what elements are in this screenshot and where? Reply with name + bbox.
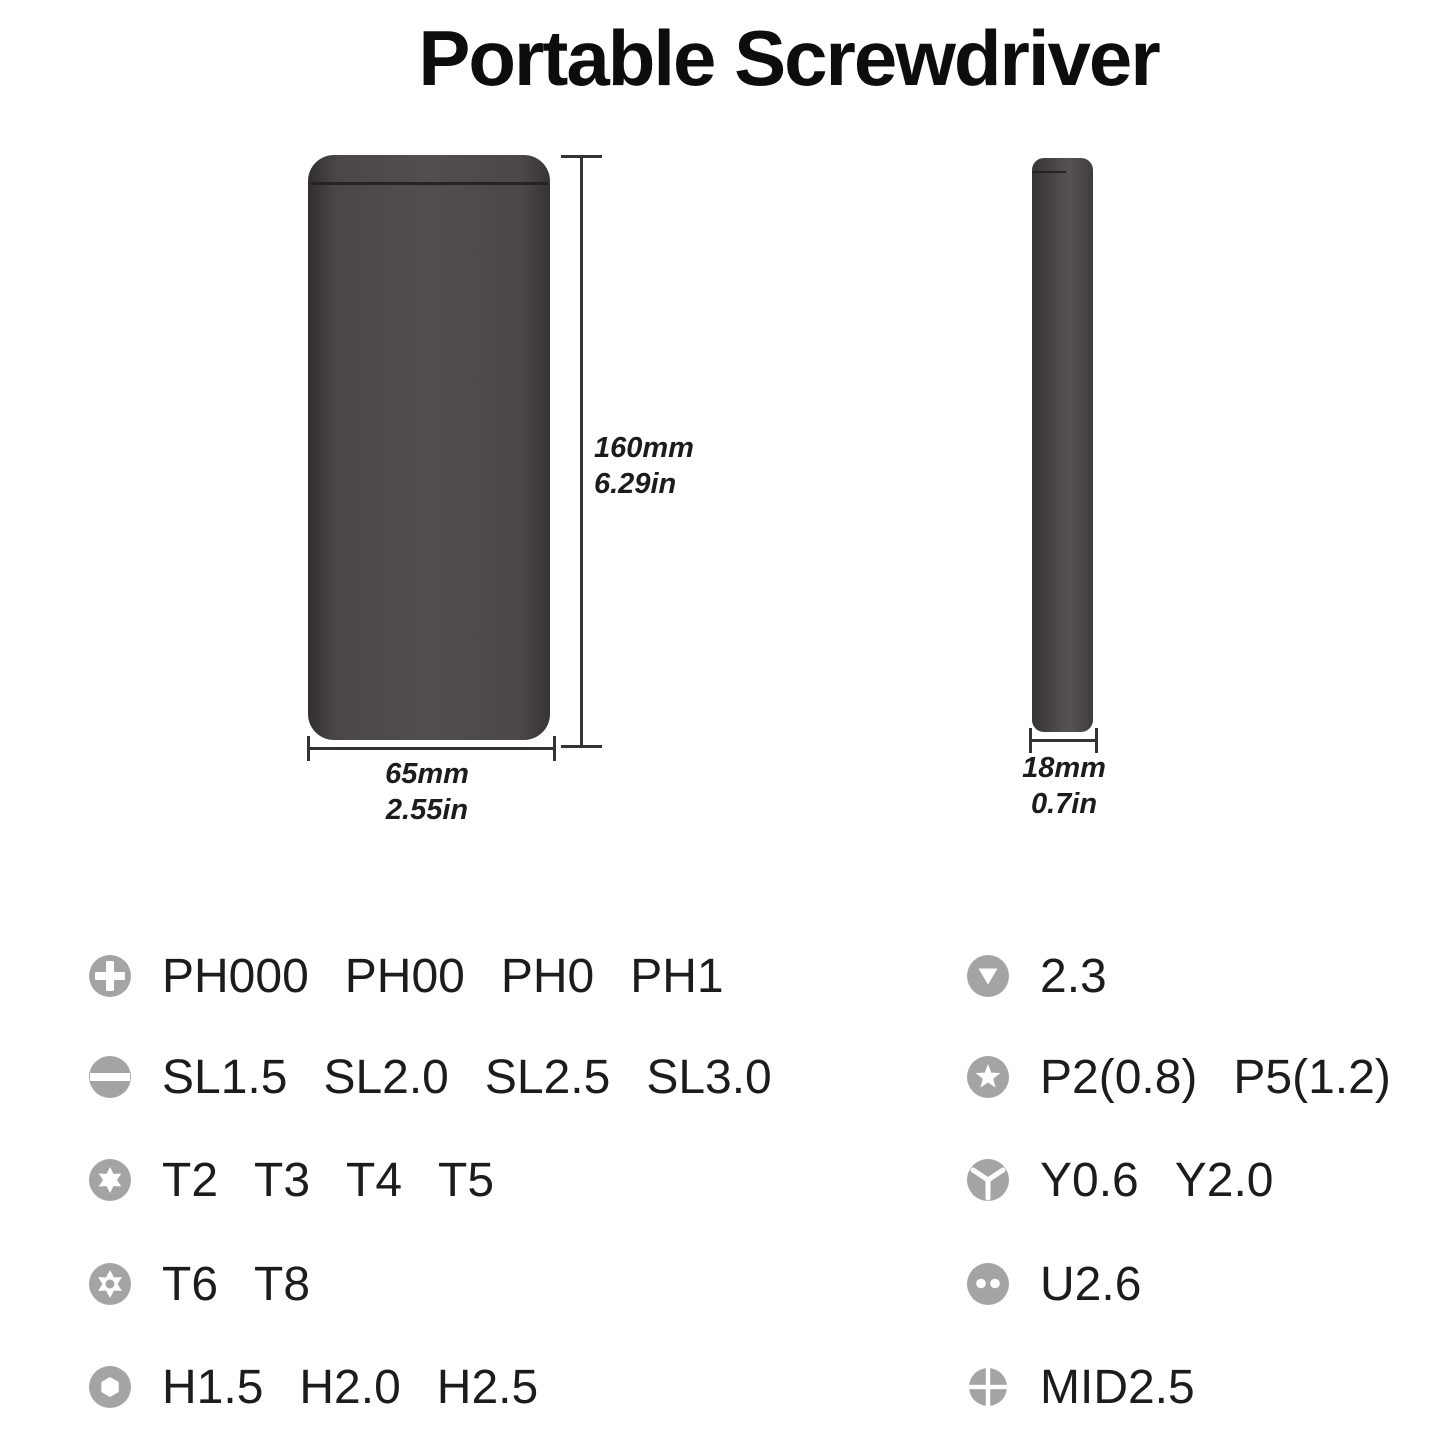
bit-size-label: H1.5 — [162, 1360, 264, 1414]
front-width-dimension-label — [347, 756, 507, 828]
bit-size-label: Y0.6 — [1040, 1153, 1139, 1207]
bit-row-slotted — [88, 1047, 772, 1107]
bit-row-triangle — [966, 946, 1107, 1006]
pentalobe-icon — [966, 1055, 1010, 1099]
height-dimension-cap-top — [561, 155, 602, 158]
bit-size-label: Y2.0 — [1174, 1153, 1274, 1207]
bit-values — [1040, 1257, 1141, 1312]
bit-row-mid — [966, 1357, 1195, 1417]
bit-row-triwing — [966, 1150, 1274, 1210]
height-dimension-label — [594, 430, 694, 502]
bit-row-torx-security — [88, 1254, 310, 1314]
height-dimension-line — [580, 155, 583, 748]
front-width-mm-label: 65mm — [385, 758, 469, 790]
slotted-icon — [88, 1055, 132, 1099]
bit-row-phillips — [88, 946, 724, 1006]
bit-size-label: H2.5 — [436, 1360, 539, 1414]
bit-row-u-type — [966, 1254, 1141, 1314]
torx-icon — [88, 1158, 132, 1202]
triwing-icon — [966, 1158, 1010, 1202]
side-width-dimension-label — [984, 750, 1144, 822]
bit-row-torx — [88, 1150, 494, 1210]
bit-size-label: T2 — [162, 1153, 219, 1207]
bit-size-label: U2.6 — [1040, 1257, 1142, 1311]
height-in-label: 6.29in — [594, 468, 677, 500]
height-mm-label: 160mm — [594, 432, 694, 464]
bit-size-label: PH000 — [162, 949, 309, 1003]
bit-values — [162, 1050, 772, 1105]
bit-row-pentalobe — [966, 1047, 1391, 1107]
bit-row-hex — [88, 1357, 538, 1417]
bit-size-label: T8 — [254, 1257, 311, 1311]
bit-values — [162, 1360, 538, 1415]
mid-icon — [966, 1365, 1010, 1409]
side-cap-seam — [1032, 171, 1066, 173]
bit-size-label: PH1 — [630, 949, 724, 1003]
screwdriver-front-view — [308, 155, 550, 740]
side-width-in-label: 0.7in — [1030, 788, 1098, 820]
bit-values — [1040, 1050, 1391, 1105]
triangle-icon — [966, 954, 1010, 998]
bit-size-label: SL1.5 — [162, 1050, 288, 1104]
bit-size-label: T5 — [438, 1153, 495, 1207]
u-type-icon — [966, 1262, 1010, 1306]
bit-size-label: P5(1.2) — [1233, 1050, 1391, 1104]
front-width-dimension-line — [307, 747, 556, 750]
bit-size-label: P2(0.8) — [1040, 1050, 1198, 1104]
bit-values — [162, 949, 724, 1004]
bit-values — [1040, 949, 1107, 1004]
bit-size-label: PH00 — [344, 949, 465, 1003]
front-width-tick-right — [553, 736, 556, 761]
bit-size-label: T3 — [254, 1153, 311, 1207]
bit-size-label: 2.3 — [1040, 949, 1107, 1003]
bit-size-label: PH0 — [500, 949, 595, 1003]
page-title: Portable Screwdriver — [418, 14, 1159, 102]
bit-size-label: SL3.0 — [646, 1050, 772, 1104]
hex-icon — [88, 1365, 132, 1409]
height-dimension-cap-bottom — [561, 745, 602, 748]
bit-size-label: SL2.5 — [484, 1050, 611, 1104]
bit-size-label: T4 — [346, 1153, 403, 1207]
front-width-in-label: 2.55in — [385, 794, 469, 826]
bit-size-label: SL2.0 — [323, 1050, 449, 1104]
screwdriver-side-view — [1032, 158, 1093, 732]
bit-size-label: T6 — [162, 1257, 219, 1311]
bit-values — [162, 1153, 494, 1208]
torx-security-icon — [88, 1262, 132, 1306]
side-width-dimension-line — [1029, 739, 1098, 742]
bit-size-label: MID2.5 — [1040, 1360, 1195, 1414]
bit-values — [162, 1257, 310, 1312]
bit-size-label: H2.0 — [299, 1360, 401, 1414]
front-cap-seam — [310, 182, 548, 185]
bit-values — [1040, 1360, 1195, 1415]
bit-values — [1040, 1153, 1274, 1208]
phillips-icon — [88, 954, 132, 998]
side-width-mm-label: 18mm — [1022, 752, 1106, 784]
front-width-tick-left — [307, 736, 310, 761]
